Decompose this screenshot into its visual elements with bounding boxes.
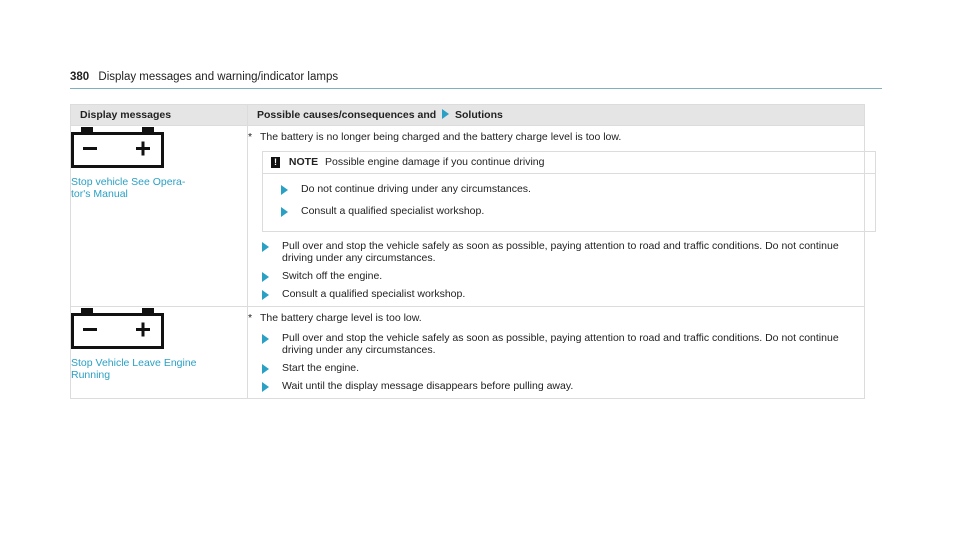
solutions-cell [248, 307, 865, 399]
display-messages-table [70, 104, 865, 399]
warning-icon: ! [271, 157, 280, 168]
solution-step [262, 240, 864, 264]
note-text: Possible engine damage if you continue driving [325, 156, 545, 169]
solution-step-text: Start the engine. [282, 362, 360, 375]
arrow-right-icon [262, 272, 269, 282]
solution-step-text: Consult a qualified specialist workshop. [282, 288, 466, 301]
solution-step [262, 288, 864, 300]
arrow-right-icon [281, 185, 288, 195]
page-header [70, 71, 338, 83]
note-step [281, 205, 875, 217]
solution-step [262, 362, 864, 374]
cause-description: The battery is no longer being charged and the battery charge level is too low. [260, 131, 622, 144]
page-title: Display messages and warning/indicator lamps [98, 71, 339, 83]
note-body [263, 174, 875, 231]
arrow-right-icon [262, 242, 269, 252]
solution-step [262, 332, 864, 356]
arrow-right-icon [442, 109, 449, 119]
cause-marker: * [248, 312, 253, 325]
solution-step [262, 270, 864, 282]
arrow-right-icon [281, 207, 288, 217]
table-row [71, 307, 865, 399]
solution-step-text: Pull over and stop the vehicle safely as soon as possible, paying attention to road and traffic conditions. Do not continue driving under any circumstances. [282, 332, 839, 357]
note-title: NOTE [288, 156, 319, 169]
note-step-text: Do not continue driving under any circumstances. [301, 183, 531, 196]
solution-step-text: Switch off the engine. [282, 270, 383, 283]
display-message-cell [71, 307, 248, 399]
cause-description: The battery charge level is too low. [260, 312, 422, 325]
battery-icon [71, 307, 164, 349]
page-number: 380 [70, 71, 90, 83]
arrow-right-icon [262, 382, 269, 392]
table-row [71, 126, 865, 307]
header-divider [70, 88, 882, 89]
solution-step-text: Wait until the display message disappears before pulling away. [282, 380, 574, 393]
column-header-solutions-text: Solutions [455, 109, 503, 121]
cause-marker: * [248, 131, 253, 144]
arrow-right-icon [262, 334, 269, 344]
display-message-text: Stop Vehicle Leave Engine Running [71, 357, 197, 382]
arrow-right-icon [262, 290, 269, 300]
table-header-row [71, 105, 865, 126]
solution-step [262, 380, 864, 392]
solution-step-text: Pull over and stop the vehicle safely as soon as possible, paying attention to road and traffic conditions. Do not continue driving under any circumstances. [282, 240, 839, 265]
cause-text [248, 131, 864, 143]
display-message-cell [71, 126, 248, 307]
column-header-causes-text: Possible causes/consequences and [257, 109, 437, 121]
note-step [281, 183, 875, 195]
column-header-display-messages: Display messages [71, 105, 248, 126]
cause-text [248, 312, 864, 324]
column-header-causes-solutions [248, 105, 865, 126]
note-box [262, 151, 876, 232]
note-header [263, 152, 875, 174]
display-message-text: Stop vehicle See Opera-tor's Manual [71, 176, 186, 201]
battery-icon [71, 126, 164, 168]
note-step-text: Consult a qualified specialist workshop. [301, 205, 485, 218]
solutions-cell [248, 126, 865, 307]
arrow-right-icon [262, 364, 269, 374]
